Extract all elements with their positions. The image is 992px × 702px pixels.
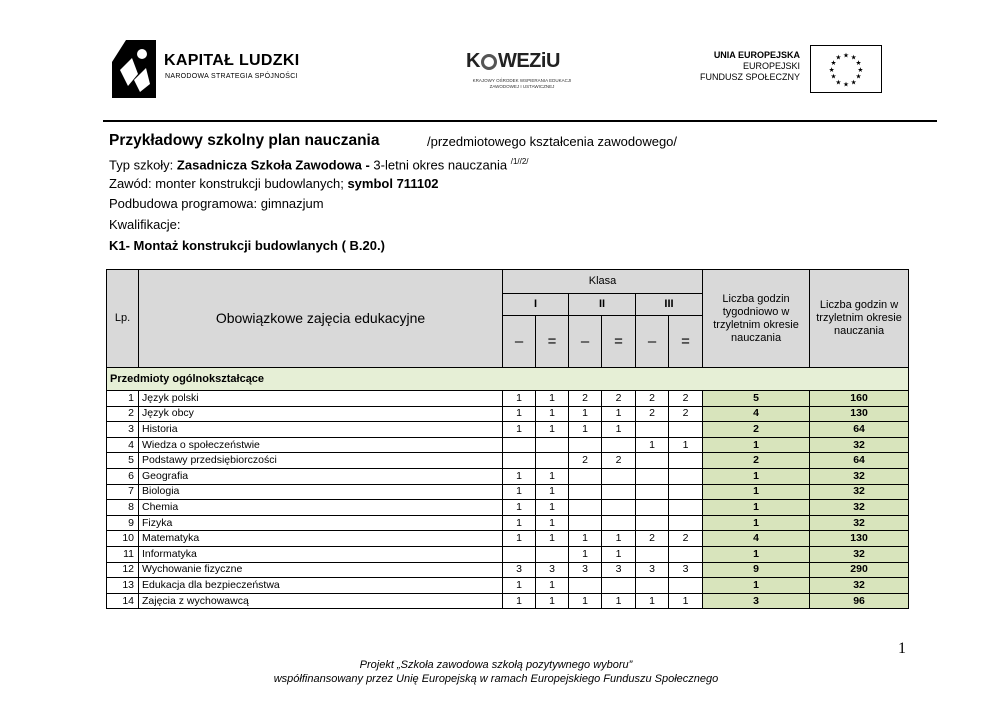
ue-line1: UNIA EUROPEJSKA [713,50,800,60]
semester-hours: 2 [669,391,703,407]
table-row [107,562,909,578]
weekly-hours: 4 [703,531,810,547]
total-hours: 32 [810,484,909,500]
semester-hours [636,422,669,438]
semester-hours [669,422,703,438]
svg-text:★: ★ [835,78,842,87]
page-title: Przykładowy szkolny plan nauczania [109,132,380,149]
svg-text:★: ★ [830,59,837,68]
semester-hours: 2 [669,531,703,547]
semester-hours [569,437,602,453]
table-row [107,500,909,516]
semester-hours: 3 [636,562,669,578]
total-hours: 160 [810,391,909,407]
row-number: 6 [107,468,139,484]
footer-line2: współfinansowany przez Unię Europejską w ramach Europejskiego Funduszu Społecznego [273,673,719,685]
header-class-1: I [503,294,569,316]
qualifications-label: Kwalifikacje: [109,217,181,232]
school-type-period: 3-letni okres nauczania [373,157,511,173]
kowezu-circle-icon [481,54,497,70]
semester-hours: 1 [569,546,602,562]
subject-name: Edukacja dla bezpieczeństwa [139,578,503,594]
weekly-hours: 2 [703,422,810,438]
kowezu-letters: WEZiU [497,50,560,72]
semester-hours: 2 [636,406,669,422]
row-number: 1 [107,391,139,407]
semester-hours [636,500,669,516]
semester-hours [503,437,536,453]
subject-name: Zajęcia z wychowawcą [139,593,503,609]
svg-text:★: ★ [855,59,862,68]
subject-name: Wychowanie fizyczne [139,562,503,578]
semester-hours: 1 [636,437,669,453]
header-lp: Lp. [107,270,139,368]
header-subjects: Obowiązkowe zajęcia edukacyjne [139,270,503,368]
semester-hours: 2 [669,406,703,422]
semester-hours [636,484,669,500]
semester-hours [536,546,569,562]
semester-hours: 1 [602,422,636,438]
semester-hours: 2 [602,453,636,469]
subject-name: Historia [139,422,503,438]
semester-hours: 1 [503,531,536,547]
table-row [107,453,909,469]
total-hours: 64 [810,453,909,469]
semester-hours [636,468,669,484]
semester-hours: 1 [569,593,602,609]
weekly-hours: 1 [703,437,810,453]
total-hours: 130 [810,531,909,547]
header-sem-2: = [536,316,569,368]
semester-hours [669,515,703,531]
semester-hours: 1 [536,406,569,422]
subject-name: Geografia [139,468,503,484]
semester-hours: 1 [503,515,536,531]
total-hours: 32 [810,546,909,562]
total-hours: 290 [810,562,909,578]
svg-text:★: ★ [830,72,837,81]
semester-hours: 1 [536,468,569,484]
semester-hours: 1 [536,578,569,594]
subject-name: Język obcy [139,406,503,422]
semester-hours [569,578,602,594]
weekly-hours: 1 [703,515,810,531]
qualification-k1: K1- Montaż konstrukcji budowlanych ( B.20.) [109,238,385,253]
total-hours: 32 [810,500,909,516]
row-number: 8 [107,500,139,516]
semester-hours: 2 [569,453,602,469]
total-hours: 130 [810,406,909,422]
eu-flag-icon [810,45,882,93]
semester-hours [602,500,636,516]
weekly-hours: 9 [703,562,810,578]
footer [0,658,992,686]
header-klasa: Klasa [503,270,703,294]
weekly-hours: 4 [703,406,810,422]
semester-hours [569,484,602,500]
semester-hours: 1 [503,578,536,594]
semester-hours: 3 [536,562,569,578]
kapital-ludzki-logo [112,40,312,100]
footer-line1: Projekt „Szkoła zawodowa szkołą pozytywnego wyboru” [359,659,633,671]
total-hours: 32 [810,468,909,484]
semester-hours: 1 [536,515,569,531]
semester-hours: 1 [669,593,703,609]
group-label: Przedmioty ogólnokształcące [107,368,909,391]
semester-hours: 1 [569,531,602,547]
ue-line3: FUNDUSZ SPOŁECZNY [699,72,800,82]
semester-hours [503,453,536,469]
total-hours: 32 [810,515,909,531]
semester-hours: 1 [503,391,536,407]
table-row [107,468,909,484]
semester-hours [636,578,669,594]
subject-name: Wiedza o społeczeństwie [139,437,503,453]
semester-hours: 1 [569,406,602,422]
occupation-symbol: symbol 711102 [347,176,439,191]
semester-hours [569,515,602,531]
kapital-ludzki-emblem-icon [112,40,156,98]
weekly-hours: 1 [703,578,810,594]
header-class-2: II [569,294,636,316]
svg-text:★: ★ [850,53,857,62]
row-number: 3 [107,422,139,438]
semester-hours: 1 [602,406,636,422]
svg-text:★: ★ [835,53,842,62]
kowezu-wordmark [466,50,560,73]
kapital-ludzki-title: KAPITAŁ LUDZKI [164,52,300,69]
table-row [107,484,909,500]
semester-hours: 1 [536,531,569,547]
weekly-hours: 2 [703,453,810,469]
subject-name: Podstawy przedsiębiorczości [139,453,503,469]
semester-hours [636,453,669,469]
semester-hours: 3 [503,562,536,578]
semester-hours [636,546,669,562]
svg-text:★: ★ [828,65,835,74]
semester-hours [669,453,703,469]
semester-hours [669,468,703,484]
subject-name: Matematyka [139,531,503,547]
curriculum-table [106,269,909,609]
page-number: 1 [898,640,906,657]
semester-hours: 1 [536,391,569,407]
weekly-hours: 1 [703,468,810,484]
semester-hours: 3 [669,562,703,578]
row-number: 4 [107,437,139,453]
table-row [107,437,909,453]
header-sem-4: = [602,316,636,368]
weekly-hours: 5 [703,391,810,407]
header-class-3: III [636,294,703,316]
table-row [107,578,909,594]
program-base: Podbudowa programowa: gimnazjum [109,196,324,211]
header-sem-1: – [503,316,536,368]
semester-hours [636,515,669,531]
subject-name: Chemia [139,500,503,516]
school-type-value: Zasadnicza Szkoła Zawodowa - [176,157,374,173]
semester-hours: 3 [569,562,602,578]
row-number: 10 [107,531,139,547]
semester-hours: 2 [602,391,636,407]
school-type-footnote: /1//2/ [510,157,529,166]
semester-hours [602,484,636,500]
header-total-hours: Liczba godzin w trzyletnim okresie nauczania [810,270,909,368]
semester-hours [602,515,636,531]
header-sem-3: – [569,316,602,368]
table-row [107,515,909,531]
svg-text:★: ★ [850,78,857,87]
weekly-hours: 1 [703,500,810,516]
total-hours: 64 [810,422,909,438]
row-number: 2 [107,406,139,422]
total-hours: 32 [810,578,909,594]
semester-hours: 1 [503,484,536,500]
table-row [107,406,909,422]
semester-hours [569,468,602,484]
kapital-ludzki-subtitle: NARODOWA STRATEGIA SPÓJNOŚCI [165,73,298,80]
page-subtitle: /przedmiotowego kształcenia zawodowego/ [427,134,678,149]
row-number: 14 [107,593,139,609]
semester-hours [669,578,703,594]
semester-hours: 1 [602,593,636,609]
subject-name: Fizyka [139,515,503,531]
ue-line2: EUROPEJSKI [742,61,800,71]
semester-hours: 1 [503,406,536,422]
weekly-hours: 3 [703,593,810,609]
kowezu-subtitle: KRAJOWY OŚRODEK WSPIERANIA EDUKACJI ZAWODOWEJ I USTAWICZNEJ [472,78,572,89]
semester-hours [669,500,703,516]
semester-hours [602,578,636,594]
ue-text [660,50,800,83]
row-number: 7 [107,484,139,500]
semester-hours [569,500,602,516]
weekly-hours: 1 [703,546,810,562]
semester-hours: 1 [569,422,602,438]
subject-name: Informatyka [139,546,503,562]
semester-hours: 1 [602,531,636,547]
semester-hours [536,453,569,469]
kowezu-logo [462,42,582,94]
semester-hours [503,546,536,562]
svg-text:★: ★ [855,72,862,81]
semester-hours: 1 [636,593,669,609]
semester-hours [602,468,636,484]
header-divider [103,120,937,122]
row-number: 12 [107,562,139,578]
semester-hours: 1 [536,484,569,500]
total-hours: 96 [810,593,909,609]
semester-hours [602,437,636,453]
row-number: 13 [107,578,139,594]
row-number: 11 [107,546,139,562]
table-row [107,593,909,609]
semester-hours: 1 [669,437,703,453]
row-number: 9 [107,515,139,531]
header-sem-5: – [636,316,669,368]
table-row [107,531,909,547]
table-row [107,391,909,407]
svg-text:★: ★ [843,80,849,89]
occupation-label: Zawód: monter konstrukcji budowlanych; [109,176,348,191]
semester-hours: 3 [602,562,636,578]
semester-hours: 1 [503,500,536,516]
semester-hours: 1 [503,468,536,484]
semester-hours: 1 [602,546,636,562]
group-row [107,368,909,391]
semester-hours: 1 [503,422,536,438]
weekly-hours: 1 [703,484,810,500]
subject-name: Biologia [139,484,503,500]
semester-hours: 1 [536,500,569,516]
header-sem-6: = [669,316,703,368]
total-hours: 32 [810,437,909,453]
row-number: 5 [107,453,139,469]
school-type-label: Typ szkoły: [109,157,177,173]
school-type [109,157,529,172]
occupation [109,176,439,191]
table-row [107,422,909,438]
kowezu-letter-k: K [466,50,480,72]
semester-hours [669,546,703,562]
semester-hours: 1 [536,422,569,438]
semester-hours: 1 [503,593,536,609]
svg-text:★: ★ [857,65,864,74]
subject-name: Język polski [139,391,503,407]
header-weekly-hours: Liczba godzin tygodniowo w trzyletnim okresie nauczania [703,270,810,368]
semester-hours: 1 [536,593,569,609]
semester-hours [669,484,703,500]
table-row [107,546,909,562]
svg-text:★: ★ [843,51,849,60]
semester-hours: 2 [569,391,602,407]
semester-hours: 2 [636,391,669,407]
semester-hours [536,437,569,453]
semester-hours: 2 [636,531,669,547]
ue-logo [696,45,882,95]
